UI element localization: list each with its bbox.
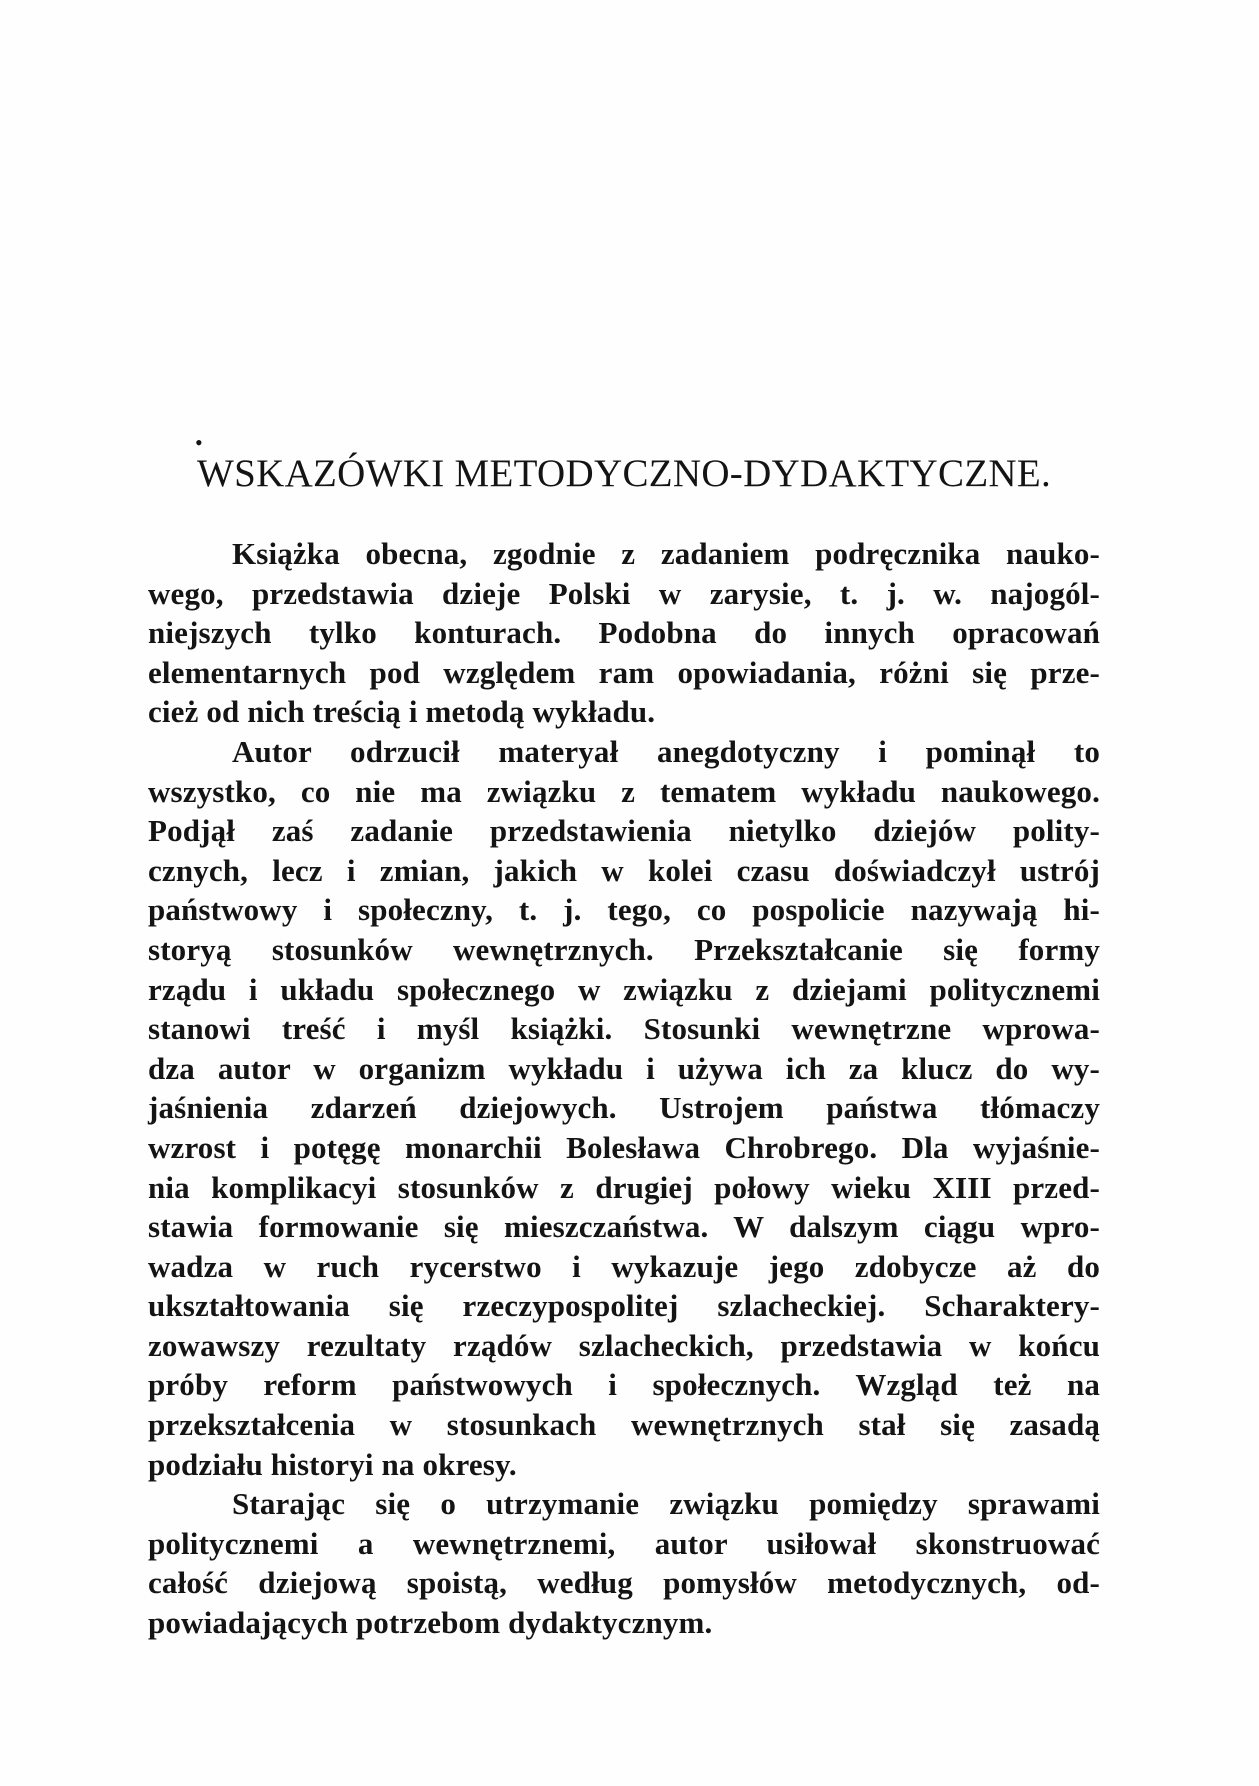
text-line: Podjął zaś zadanie przedstawienia nietylko dziejów polity-: [148, 813, 1100, 849]
text-line: cież od nich treścią i metodą wykładu.: [148, 694, 656, 730]
text-line: powiadających potrzebom dydaktycznym.: [148, 1605, 713, 1641]
text-line: dza autor w organizm wykładu i używa ich za klucz do wy-: [148, 1050, 1100, 1086]
text-line: stawia formowanie się mieszczaństwa. W dalszym ciągu wpro-: [148, 1209, 1100, 1245]
text-line: podziału historyi na okresy.: [148, 1446, 517, 1482]
text-line: jaśnienia zdarzeń dziejowych. Ustrojem państwa tłómaczy: [148, 1090, 1100, 1126]
printer-mark: •: [195, 430, 203, 455]
text-line: Książka obecna, zgodnie z zadaniem podręcznika nauko-: [232, 536, 1100, 571]
text-line: Starając się o utrzymanie związku pomiędzy sprawami: [232, 1486, 1100, 1522]
text-line: ukształtowania się rzeczypospolitej szlacheckiej. Scharaktery-: [148, 1288, 1100, 1324]
text-line: niejszych tylko konturach. Podobna do innych opracowań: [148, 615, 1100, 651]
body-text: [148, 534, 1100, 1643]
text-line: storyą stosunków wewnętrznych. Przekształcanie się formy: [148, 931, 1100, 967]
text-line: wzrost i potęgę monarchii Bolesława Chrobrego. Dla wyjaśnie-: [148, 1129, 1100, 1165]
text-line: przekształcenia w stosunkach wewnętrznych stał się zasadą: [148, 1407, 1100, 1443]
text-line: całość dziejową spoistą, według pomysłów metodycznych, od-: [148, 1565, 1100, 1601]
text-line: państwowy i społeczny, t. j. tego, co pospolicie nazywają hi-: [148, 892, 1100, 928]
text-line: zowawszy rezultaty rządów szlacheckich, przedstawia w końcu: [148, 1327, 1100, 1363]
text-line: stanowi treść i myśl książki. Stosunki wewnętrzne wprowa-: [148, 1011, 1100, 1047]
text-line: wego, przedstawia dzieje Polski w zarysie, t. j. w. najogól-: [148, 575, 1100, 611]
text-line: nia komplikacyi stosunków z drugiej połowy wieku XIII przed-: [148, 1169, 1100, 1205]
text-line: wszystko, co nie ma związku z tematem wykładu naukowego.: [148, 773, 1100, 809]
text-line: politycznemi a wewnętrznemi, autor usiłował skonstruować: [148, 1525, 1100, 1561]
text-line: próby reform państwowych i społecznych. Wzgląd też na: [148, 1367, 1100, 1403]
text-line: wadza w ruch rycerstwo i wykazuje jego zdobycze aż do: [148, 1248, 1100, 1284]
page-title: WSKAZÓWKI METODYCZNO-DYDAKTYCZNE.: [197, 452, 1052, 495]
text-line: cznych, lecz i zmian, jakich w kolei czasu doświadczył ustrój: [148, 852, 1100, 888]
text-line: rządu i układu społecznego w związku z dziejami politycznemi: [148, 971, 1100, 1007]
text-line: Autor odrzucił materyał anegdotyczny i pominął to: [232, 733, 1100, 769]
text-line: elementarnych pod względem ram opowiadania, różni się prze-: [148, 654, 1100, 690]
